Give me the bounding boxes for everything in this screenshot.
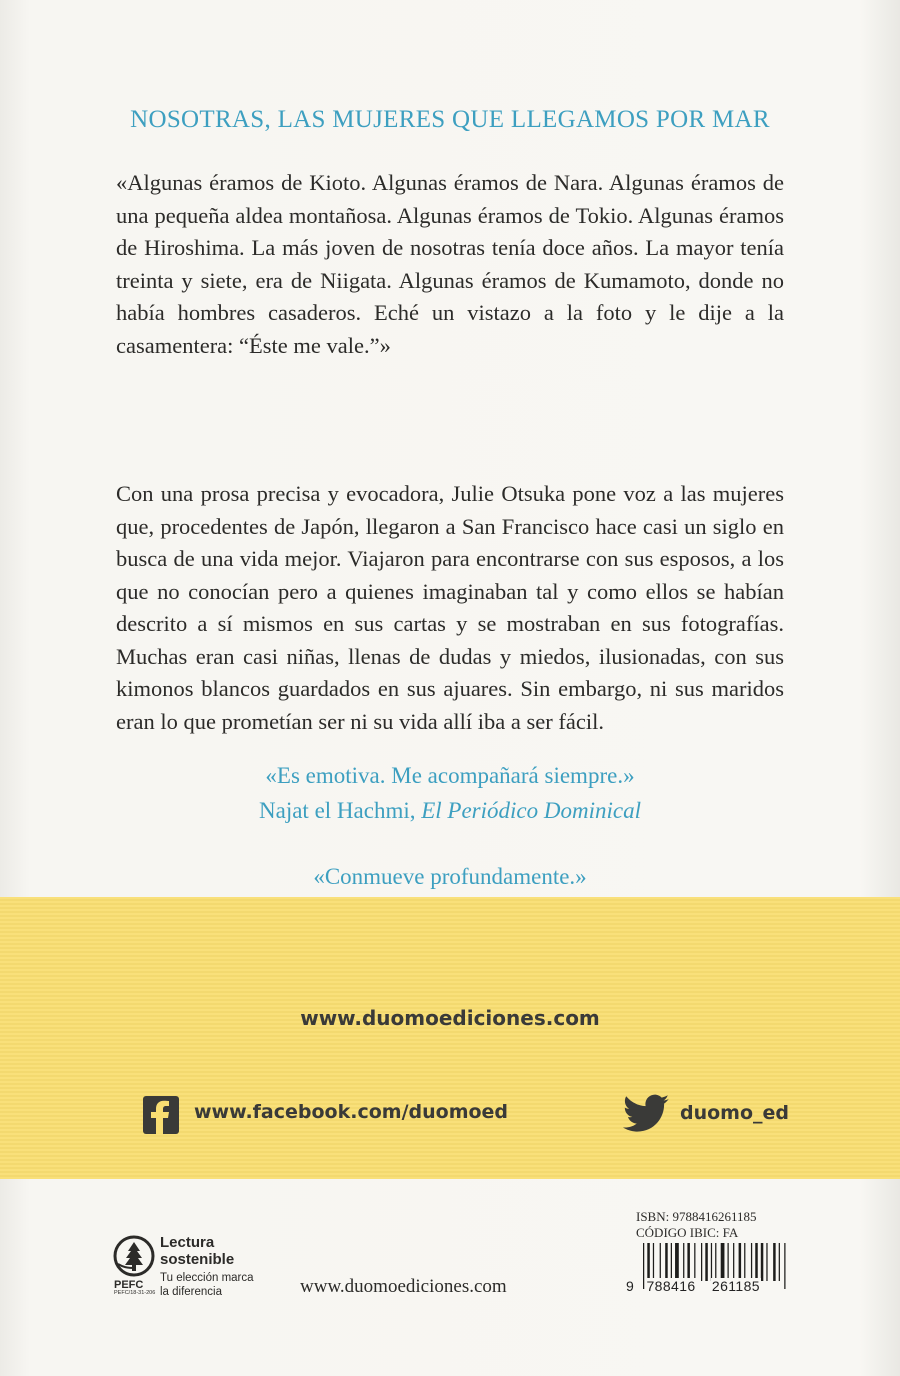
twitter-handle[interactable]: duomo_ed: [680, 1102, 790, 1124]
facebook-icon[interactable]: [143, 1096, 179, 1134]
pefc-tagline: Tu elección marca la diferencia: [160, 1272, 254, 1298]
isbn-number: ISBN: 9788416261185: [636, 1209, 757, 1224]
barcode-left-digits: 788416: [646, 1278, 696, 1294]
barcode-digits: [625, 1278, 795, 1294]
barcode-bar: [751, 1243, 752, 1281]
excerpt-paragraph: «Algunas éramos de Kioto. Algunas éramos de Nara. Algunas éramos de una pequeña aldea montañosa. Algunas éramos de Tokio. Algunas éramos de Hiroshima. La más joven de nosotras tenía doce años. La mayor tenía treinta y siete, era de Niigata. Algunas éramos de Kumamoto, donde no había hombres casaderos. Eché un vistazo a la foto y le dije a la casamentera: “Éste me vale.”»: [116, 170, 784, 358]
barcode-bar: [773, 1243, 776, 1281]
pefc-title: Lectura sostenible: [160, 1234, 235, 1268]
barcode-bar: [733, 1243, 734, 1281]
barcode-bar: [728, 1243, 729, 1281]
barcode-bar: [675, 1243, 679, 1281]
barcode-bar: [660, 1243, 661, 1281]
pefc-code: PEFC/18-31-206: [114, 1290, 156, 1296]
pefc-brand-text: PEFC: [114, 1279, 144, 1291]
band-website-link[interactable]: www.duomoediciones.com: [300, 1006, 600, 1030]
barcode-bar: [687, 1243, 690, 1281]
barcode-bar: [739, 1243, 742, 1281]
barcode-bar: [694, 1243, 695, 1281]
synopsis-paragraph: Con una prosa precisa y evocadora, Julie Otsuka pone voz a las mujeres que, procedentes de Japón, llegaron a San Francisco hace casi un siglo en busca de una vida mejor. Viajaron para encontrarse con sus esposos, a los que no conocían pero a quienes imaginaban tal y como ellos se habían descrito a sí mismos en sus cartas y se mostraban en sus fotografías. Muchas eran casi niñas, llenas de dudas y miedos, ilusionadas, con sus kimonos blancos guardados en sus ajuares. Sin embargo, ni sus maridos eran lo que prometían ser ni su vida allí iba a ser fácil.: [116, 481, 784, 734]
facebook-link[interactable]: www.facebook.com/duomoed: [194, 1101, 509, 1123]
review-quote-2: «Conmueve profundamente.»: [313, 864, 587, 889]
barcode-bar: [744, 1243, 745, 1281]
twitter-bird-icon[interactable]: [622, 1094, 670, 1132]
book-title: NOSOTRAS, LAS MUJERES QUE LLEGAMOS POR MAR: [130, 106, 770, 133]
barcode-bar: [701, 1243, 702, 1281]
barcode-bar: [705, 1243, 708, 1281]
ibic-code: CÓDIGO IBIC: FA: [636, 1225, 739, 1240]
barcode-bar: [766, 1243, 767, 1281]
review-author: Najat el Hachmi,: [259, 798, 422, 823]
yellow-band: [0, 897, 900, 1179]
pefc-tree-logo: [112, 1234, 156, 1292]
barcode-bar: [653, 1243, 654, 1281]
barcode-bar: [755, 1243, 758, 1281]
barcode-bar: [711, 1243, 712, 1281]
isbn-block: [636, 1209, 757, 1241]
barcode-right-digits: 261185: [711, 1278, 760, 1294]
barcode-bar: [683, 1243, 684, 1281]
review-quote-1: «Es emotiva. Me acompañará siempre.»: [265, 763, 635, 788]
review-source: El Periódico Dominical: [421, 798, 641, 823]
review-quote-1-attribution: [0, 798, 900, 824]
footer-website: www.duomoediciones.com: [300, 1276, 507, 1297]
barcode-bar: [721, 1243, 725, 1281]
barcode-bar: [665, 1243, 668, 1281]
barcode-bar: [671, 1243, 672, 1281]
barcode-bar: [761, 1243, 764, 1281]
barcode-bar: [779, 1243, 780, 1281]
barcode-first-digit: 9: [626, 1278, 635, 1294]
